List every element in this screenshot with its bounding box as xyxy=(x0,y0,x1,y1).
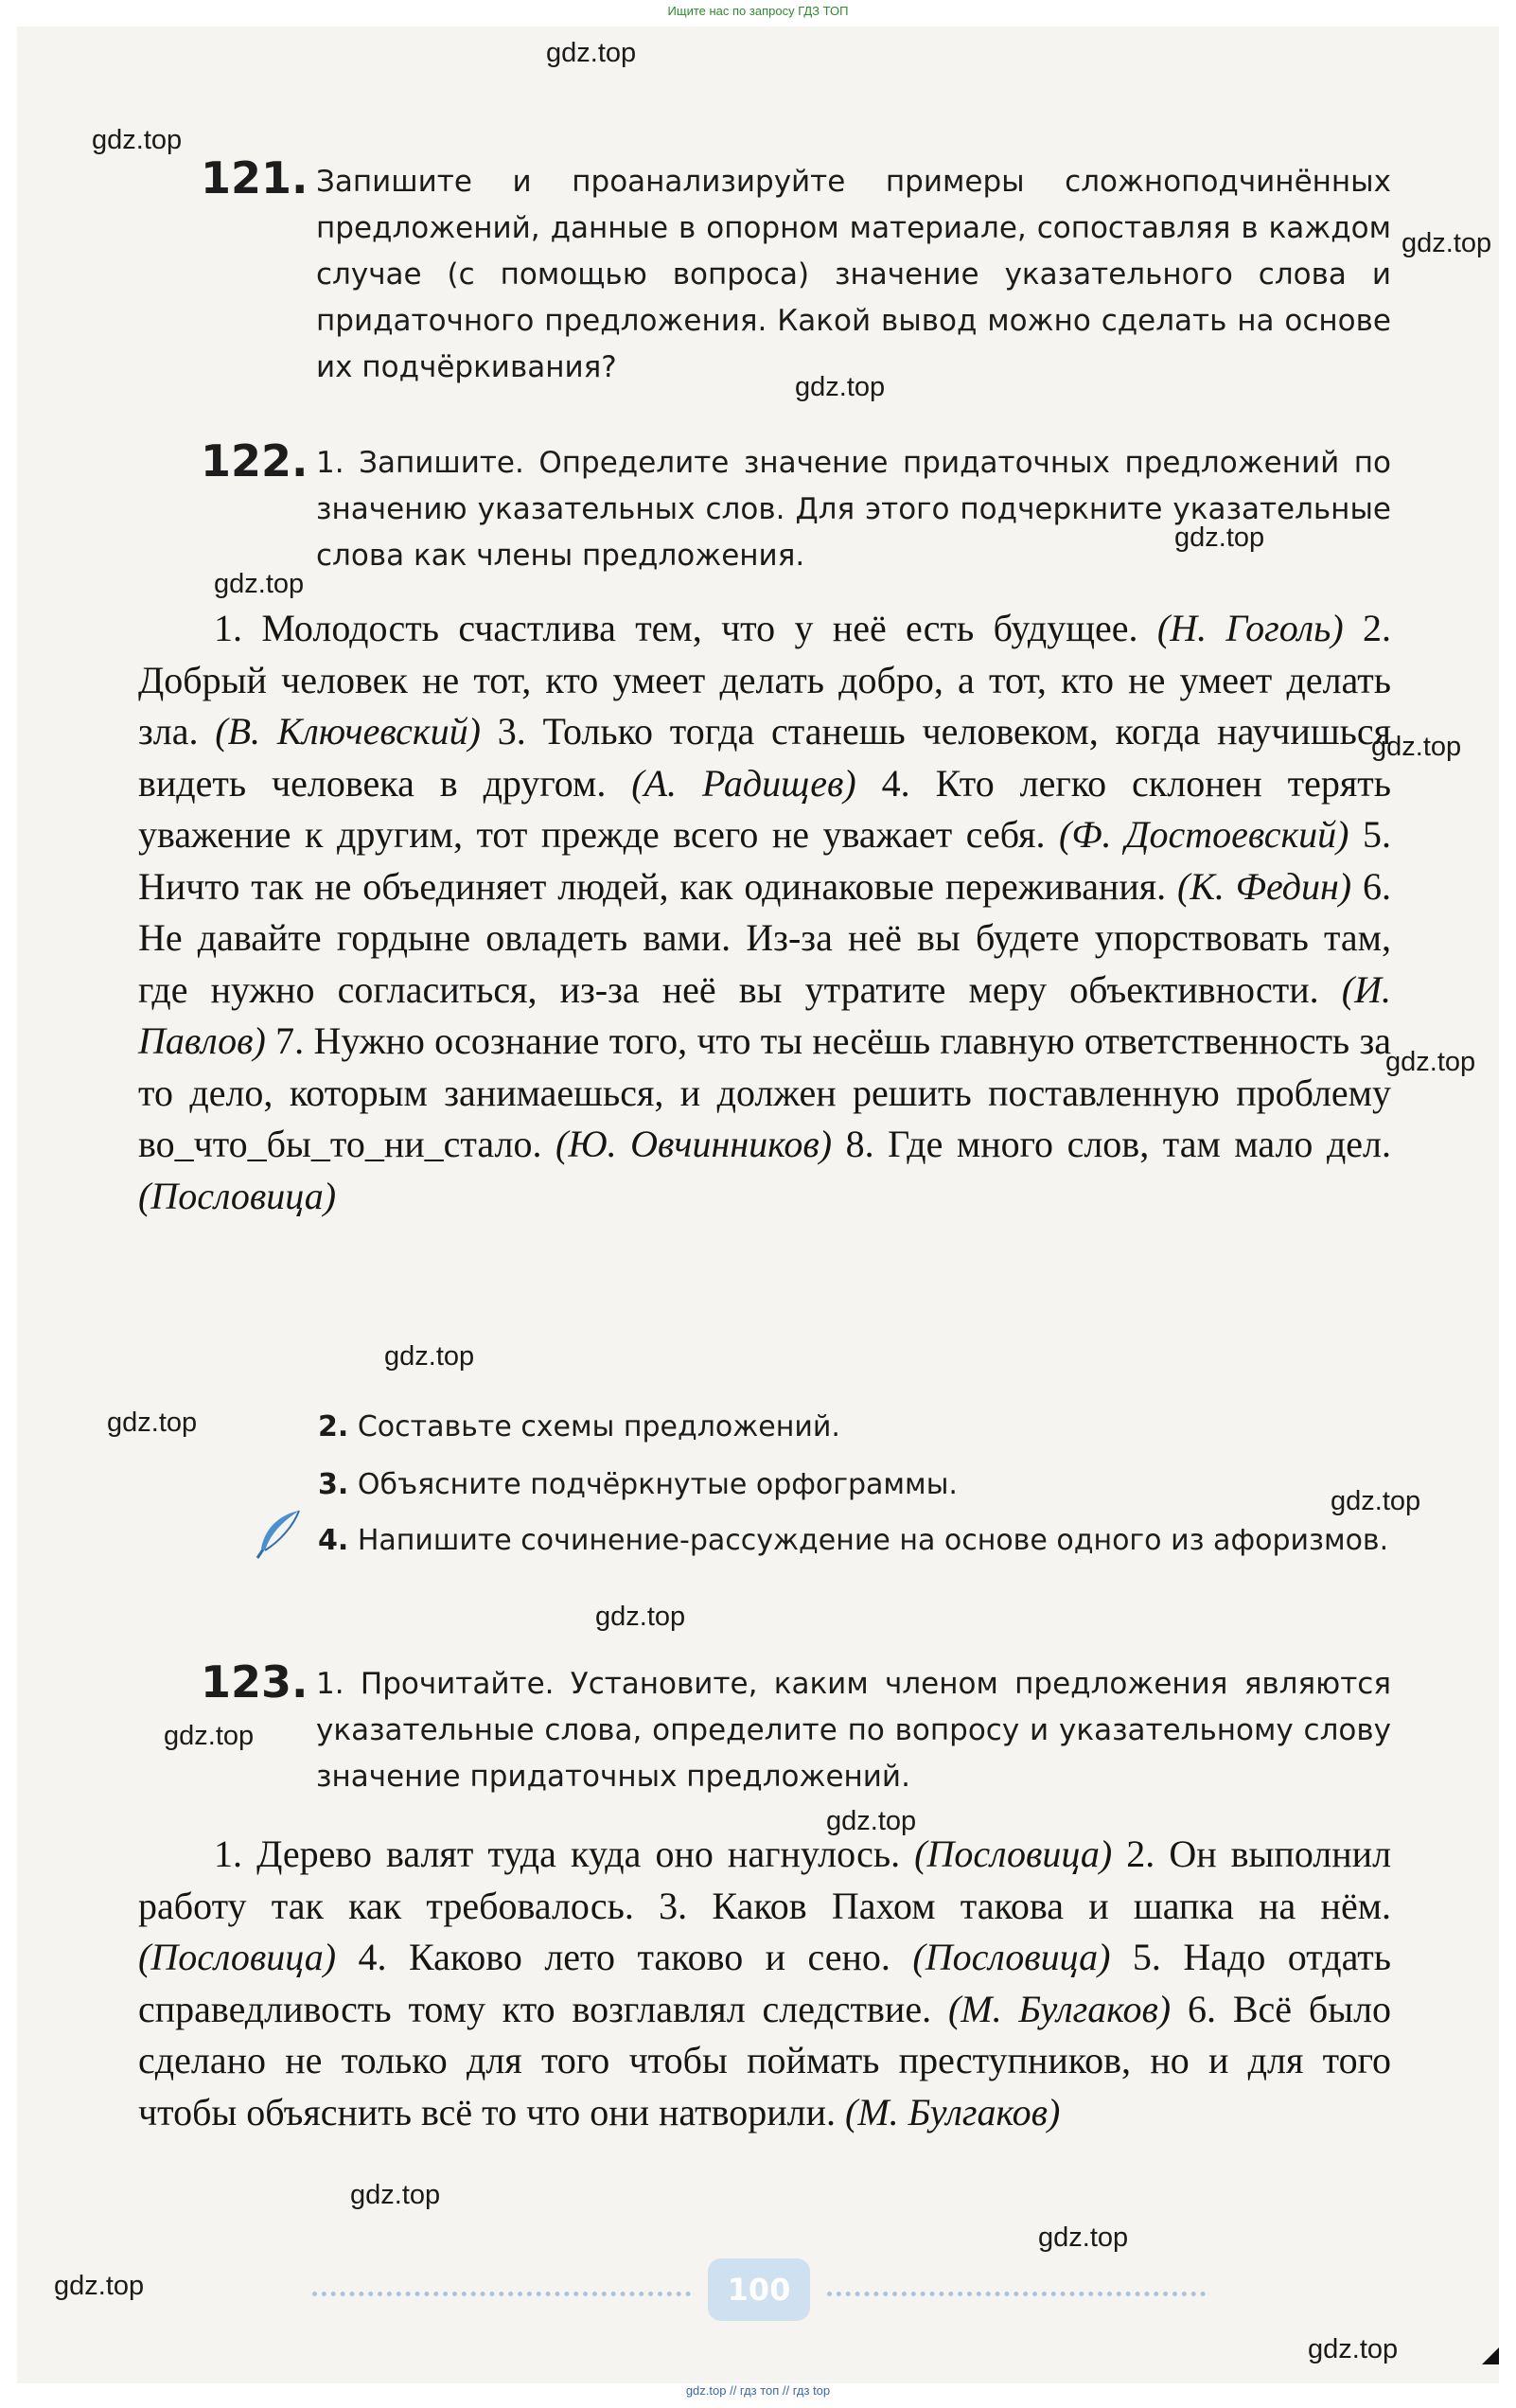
sentence: Где много слов, там мало дел. xyxy=(888,1123,1392,1165)
bottom-banner: gdz.top // гдз топ // гдз top xyxy=(685,2383,831,2398)
watermark: gdz.top xyxy=(595,1602,686,1632)
sentence-number: 7. xyxy=(275,1019,305,1062)
watermark: gdz.top xyxy=(1385,1047,1476,1077)
task-121 xyxy=(316,159,1391,391)
sub-task-text: Объясните подчёркнутые орфограммы. xyxy=(357,1468,958,1501)
task-123 xyxy=(316,1661,1391,1800)
sub-task-number: 3. xyxy=(318,1468,349,1501)
sentence-number: 6. xyxy=(1187,1987,1216,2030)
sub-task-2 xyxy=(318,1404,1391,1450)
watermark: gdz.top xyxy=(795,372,886,402)
sub-task-number: 2. xyxy=(318,1410,349,1443)
sentence-number: 1. xyxy=(214,607,242,649)
sentence: Молодость счастлива тем, что у неё есть будущее. xyxy=(261,607,1138,649)
sentence-number: 1. xyxy=(214,1833,242,1875)
exercise-text xyxy=(138,1829,1391,2138)
watermark: gdz.top xyxy=(92,125,183,155)
sentence: Надо отдать справедливость тому кто возглавлял следствие. xyxy=(138,1936,1392,2030)
sub-task-number: 4. xyxy=(318,1524,349,1557)
sub-task-3 xyxy=(318,1461,1391,1508)
task-instruction: 1. Прочитайте. Установите, каким членом предложения являются указательные слова, определите по вопросу и указательному слову значение придаточных предложений. xyxy=(316,1667,1391,1794)
sentence-number: 6. xyxy=(1363,864,1392,908)
exercise-text xyxy=(138,603,1391,1222)
sentence-number: 4. xyxy=(881,761,910,805)
task-number: 121. xyxy=(201,152,308,204)
watermark: gdz.top xyxy=(350,2180,441,2210)
sub-task-4 xyxy=(318,1517,1391,1564)
watermark: gdz.top xyxy=(1331,1486,1421,1516)
sentence-author: (Ф. Достоевский) xyxy=(1059,813,1349,856)
sentence-number: 2. xyxy=(1363,607,1392,649)
corner-mark xyxy=(1482,2347,1499,2364)
sentence-author: (М. Булгаков) xyxy=(845,2090,1061,2134)
sentence-author: (Н. Гоголь) xyxy=(1156,607,1344,649)
watermark: gdz.top xyxy=(1038,2222,1129,2253)
watermark: gdz.top xyxy=(1308,2334,1399,2364)
sentence: Не давайте гордыне овладеть вами. Из-за неё вы будете упорствовать там, где нужно согласиться, из-за неё вы утратите меру объективности. xyxy=(138,916,1391,1011)
task-122 xyxy=(316,440,1391,579)
task-number: 123. xyxy=(201,1656,308,1708)
sentence-author: (Ю. Овчинников) xyxy=(555,1123,833,1165)
sentence: Кто легко склонен терять уважение к другим, тот прежде всего не уважает себя. xyxy=(138,761,1392,856)
watermark: gdz.top xyxy=(1401,228,1492,258)
watermark: gdz.top xyxy=(546,38,637,68)
sentence: Добрый человек не тот, кто умеет делать добро, а тот, кто не умеет делать зла. xyxy=(138,658,1391,752)
sentence: Каков Пахом такова и шапка на нём. xyxy=(712,1884,1392,1927)
top-banner: Ищите нас по запросу ГДЗ ТОП xyxy=(667,4,849,18)
sentence: Дерево валят туда куда оно нагнулось. xyxy=(256,1833,901,1875)
sentence-number: 2. xyxy=(1126,1833,1155,1875)
watermark: gdz.top xyxy=(1174,522,1265,553)
sentence-author: (Пословица) xyxy=(138,1174,337,1217)
watermark: gdz.top xyxy=(54,2271,145,2301)
sentence: Только тогда станешь человеком, когда научишься видеть человека в другом. xyxy=(138,710,1392,805)
task-instruction: 1. Запишите. Определите значение придаточных предложений по значению указательных слов. Для этого подчеркните указательные слова как члены предложения. xyxy=(316,446,1391,573)
sentence: Он выполнил работу так как требовалось. xyxy=(138,1833,1392,1927)
sentence-author: (И. Павлов) xyxy=(138,967,1391,1062)
task-number: 122. xyxy=(201,435,308,487)
watermark: gdz.top xyxy=(1371,732,1462,762)
sentence-number: 5. xyxy=(1363,813,1392,856)
feather-pen-icon xyxy=(252,1507,305,1560)
task-instruction: Запишите и проанализируйте примеры сложноподчинённых предложений, данные в опорном материале, сопоставляя в каждом случае (с помощью вопроса) значение указательного слова и придаточного предложения. Какой вывод можно сделать на основе их подчёркивания? xyxy=(316,165,1391,384)
footer-divider-right xyxy=(827,2292,1206,2296)
sentence-number: 8. xyxy=(845,1123,874,1165)
sentence-author: (В. Ключевский) xyxy=(215,710,481,752)
sentence: Каково лето таково и сено. xyxy=(408,1936,890,1978)
sub-task-text: Составьте схемы предложений. xyxy=(357,1410,840,1443)
watermark: gdz.top xyxy=(107,1408,198,1438)
sentence: Всё было сделано не только для того чтобы поймать преступников, но и для того чтобы объяснить всё то что они натворили. xyxy=(138,1987,1392,2134)
sentence-author: (Пословица) xyxy=(138,1936,337,1978)
sentence: Ничто так не объединяет людей, как одинаковые переживания. xyxy=(138,864,1167,908)
sentence: Нужно осознание того, что ты несёшь главную ответственность за то дело, которым занимаешься, и должен решить поставленную проблему во_что_бы_то_ни_стало. xyxy=(138,1019,1392,1165)
watermark: gdz.top xyxy=(214,569,305,599)
page-number: 100 xyxy=(708,2258,810,2321)
sentence-number: 3. xyxy=(659,1884,688,1927)
watermark: gdz.top xyxy=(164,1721,255,1751)
sentence-author: (Пословица) xyxy=(912,1936,1111,1978)
watermark: gdz.top xyxy=(384,1341,475,1372)
footer-divider-left xyxy=(312,2292,691,2296)
sentence-number: 4. xyxy=(358,1936,387,1978)
sentence-author: (К. Федин) xyxy=(1177,864,1352,908)
sub-task-text: Напишите сочинение-рассуждение на основе одного из афоризмов. xyxy=(357,1524,1389,1557)
sentence-author: (М. Булгаков) xyxy=(947,1987,1172,2030)
watermark: gdz.top xyxy=(826,1806,917,1836)
sentence-number: 5. xyxy=(1132,1936,1161,1978)
sentence-author: (Пословица) xyxy=(914,1833,1113,1875)
sentence-author: (А. Радищев) xyxy=(631,761,856,805)
sentence-number: 3. xyxy=(497,710,526,752)
